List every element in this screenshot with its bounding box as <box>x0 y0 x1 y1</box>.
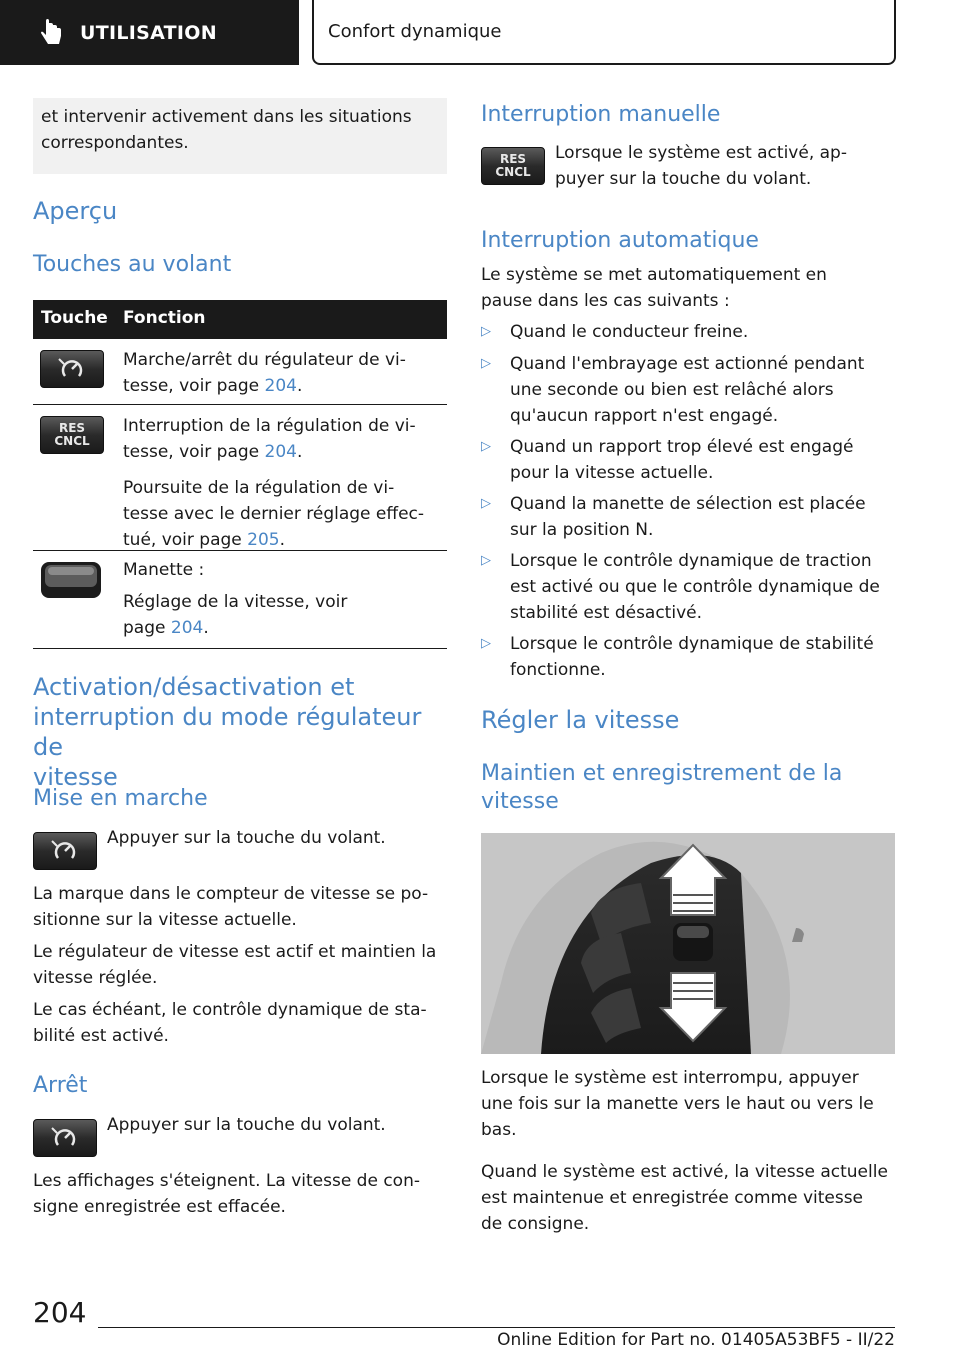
res-cncl-button-image: RES CNCL <box>481 147 545 185</box>
rocker-switch-image <box>40 560 102 600</box>
auto-intro: Le système se met automatiquement en pause dans les cas suivants : <box>481 265 827 311</box>
apercu-heading: Aperçu <box>33 197 118 225</box>
mise-instruction: Appuyer sur la touche du volant. <box>107 828 386 848</box>
activation-heading: Activation/désactivation et interruption du mode régulateur de vitesse <box>33 673 422 791</box>
triangle-bullet-icon: ▷ <box>481 553 491 568</box>
list-item: ▷ Quand l'embrayage est actionné pendant une seconde ou bien est relâché alors qu'aucun rapport n'est engagé. <box>481 351 895 429</box>
page-link[interactable]: 204 <box>170 618 204 638</box>
manuelle-instruction: Lorsque le système est activé, ap- puyer sur la touche du volant. <box>555 143 847 189</box>
edition-info: Online Edition for Part no. 01405A53BF5 - II/22 <box>497 1330 895 1350</box>
mise-en-marche-heading: Mise en marche <box>33 786 208 811</box>
table-divider <box>33 404 447 405</box>
table-row-1-function: Marche/arrêt du régulateur de vi- tesse, voir page 204. <box>123 350 406 396</box>
table-row-3-function: Manette : Réglage de la vitesse, voir page 204. <box>123 560 348 638</box>
list-item: ▷ Quand la manette de sélection est placée sur la position N. <box>481 491 895 543</box>
arret-paragraph: Les affichages s'éteignent. La vitesse de con- signe enregistrée est effacée. <box>33 1171 420 1217</box>
arret-heading: Arrêt <box>33 1073 88 1098</box>
page-link[interactable]: 205 <box>247 530 280 550</box>
arret-instruction: Appuyer sur la touche du volant. <box>107 1115 386 1135</box>
footer-divider <box>98 1327 895 1328</box>
hand-pointer-icon <box>32 13 72 53</box>
speedometer-icon <box>48 1125 82 1151</box>
interruption-automatique-heading: Interruption automatique <box>481 228 759 253</box>
maintien-paragraph-1: Lorsque le système est interrompu, appuyer une fois sur la manette vers le haut ou vers le bas. <box>481 1068 874 1140</box>
maintien-paragraph-2: Quand le système est activé, la vitesse actuelle est maintenue et enregistrée comme vitesse de consigne. <box>481 1162 888 1234</box>
section-label: UTILISATION <box>80 21 217 44</box>
table-row-2-function: Interruption de la régulation de vi- tesse, voir page 204. Poursuite de la régulation de vi- tesse avec le dernier réglage effec- tué, voir page 205. <box>123 416 425 550</box>
col-fonction: Fonction <box>123 308 206 328</box>
continued-note: et intervenir activement dans les situations correspondantes. <box>33 98 447 174</box>
triangle-bullet-icon: ▷ <box>481 636 491 651</box>
cruise-onoff-button-image <box>33 1119 97 1157</box>
table-divider <box>33 648 447 649</box>
res-cncl-button-image: RES CNCL <box>40 416 104 454</box>
section-tab <box>0 0 299 65</box>
cruise-onoff-button-image <box>33 832 97 870</box>
steering-wheel-photo <box>481 833 895 1054</box>
interruption-manuelle-heading: Interruption manuelle <box>481 102 721 127</box>
table-header <box>33 300 447 339</box>
list-item: ▷ Lorsque le contrôle dynamique de traction est activé ou que le contrôle dynamique de stabilité est désactivé. <box>481 548 895 626</box>
regler-heading: Régler la vitesse <box>481 706 680 734</box>
chapter-tab <box>312 0 896 65</box>
touches-heading: Touches au volant <box>33 252 232 277</box>
page-number: 204 <box>33 1296 87 1329</box>
col-touche: Touche <box>41 308 108 328</box>
page-link[interactable]: 204 <box>264 442 297 462</box>
triangle-bullet-icon: ▷ <box>481 439 491 454</box>
triangle-bullet-icon: ▷ <box>481 496 491 511</box>
list-item: ▷ Quand un rapport trop élevé est engagé pour la vitesse actuelle. <box>481 434 895 486</box>
chapter-label: Confort dynamique <box>328 21 502 42</box>
triangle-bullet-icon: ▷ <box>481 324 491 339</box>
speedometer-icon <box>55 356 89 382</box>
cruise-onoff-button-image <box>40 350 104 388</box>
maintien-heading: Maintien et enregistrement de la vitesse <box>481 761 843 814</box>
page-link[interactable]: 204 <box>264 376 297 396</box>
speedometer-icon <box>48 838 82 864</box>
mise-paragraphs: La marque dans le compteur de vitesse se po- sitionne sur la vitesse actuelle. Le régulateur de vitesse est actif et maintien la vitesse réglée. Le cas échéant, le contrôle dynamique de sta- bilité est activé. <box>33 884 437 1046</box>
list-item: ▷ Quand le conducteur freine. <box>481 319 895 345</box>
table-divider <box>33 550 447 551</box>
list-item: ▷ Lorsque le contrôle dynamique de stabilité fonctionne. <box>481 631 895 683</box>
triangle-bullet-icon: ▷ <box>481 356 491 371</box>
